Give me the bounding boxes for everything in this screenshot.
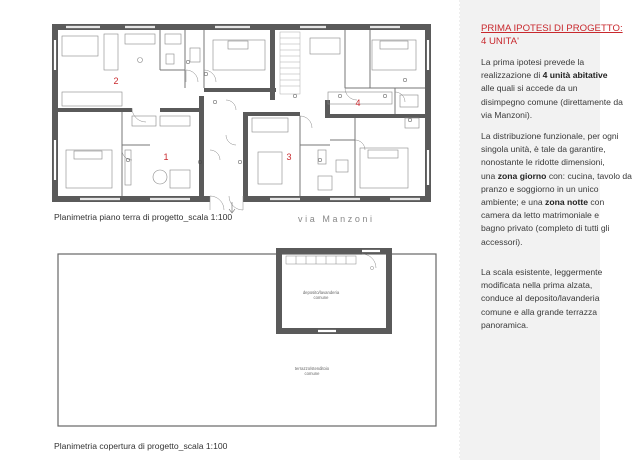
terrace-label-line2: comune — [304, 371, 320, 376]
text-run: accessori). — [481, 236, 523, 247]
sidebar-title — [481, 22, 621, 48]
paragraph-line — [481, 183, 631, 196]
text-run: nonostante le ridotte dimensioni, — [481, 157, 605, 168]
text-run: ambiente; e una — [481, 197, 546, 208]
paragraph-line — [481, 109, 631, 122]
text-run: una — [481, 170, 498, 181]
paragraph-line — [481, 306, 631, 319]
text-run: con: cucina, tavolo da — [546, 170, 632, 181]
unit-label-4: 4 — [355, 98, 361, 108]
paragraph-line — [481, 170, 631, 183]
text-run: singola unità, è tale da garantire, — [481, 144, 606, 155]
roof-caption: Planimetria copertura di progetto_scala 1:100 — [54, 441, 228, 451]
unit-label-2: 2 — [113, 76, 119, 86]
text-run: pranzo e soggiorno in un unico — [481, 183, 599, 194]
roof-staircase — [286, 254, 376, 270]
description-sidebar — [460, 0, 632, 460]
text-run: La prima ipotesi prevede la — [481, 57, 585, 67]
unit-label-1: 1 — [163, 152, 169, 162]
ground-floor-caption: Planimetria piano terra di progetto_scala 1:100 — [54, 212, 233, 222]
staircase — [280, 32, 300, 94]
roof-plan — [58, 248, 436, 426]
text-run: panoramica. — [481, 319, 529, 330]
text-run: bagno privato (completo di tutti gli — [481, 223, 610, 234]
text-run: La distribuzione funzionale, per ogni — [481, 131, 619, 141]
paragraph-line — [481, 56, 631, 69]
text-run: camera da letto matrimoniale e — [481, 210, 599, 221]
storage-room-label-line2: comune — [313, 295, 329, 300]
paragraph-layout — [481, 130, 631, 249]
paragraph-intro — [481, 56, 631, 122]
paragraph-line — [481, 222, 631, 235]
text-run: disimpegno comune (direttamente da — [481, 96, 623, 107]
text-run: realizzazione di — [481, 70, 543, 81]
text-run: via Manzoni). — [481, 109, 533, 120]
storage-room-label-line1: deposito/lavanderia — [302, 290, 340, 295]
paragraph-line — [481, 130, 631, 143]
paragraph-line — [481, 69, 631, 82]
bold-text: zona giorno — [497, 170, 547, 181]
sidebar-title-line2: 4 UNITA' — [481, 36, 519, 47]
paragraph-line — [481, 319, 631, 332]
paragraph-line — [481, 279, 631, 292]
terrace-label-line1: terrazzo/stenditoio — [294, 366, 330, 371]
text-run: alle quali si accede da un — [481, 83, 578, 94]
bold-text: zona notte — [545, 197, 588, 208]
paragraph-line — [481, 96, 631, 109]
paragraph-staircase — [481, 266, 631, 332]
paragraph-line — [481, 236, 631, 249]
paragraph-line — [481, 156, 631, 169]
paragraph-line — [481, 266, 631, 279]
text-run: modificata nella prima alzata, — [481, 280, 593, 291]
ground-floor-plan — [52, 24, 431, 213]
paragraph-line — [481, 143, 631, 156]
sidebar-title-line1: PRIMA IPOTESI DI PROGETTO: — [481, 23, 623, 34]
exterior-walls — [52, 24, 431, 202]
text-run: conduce al deposito/lavanderia — [481, 293, 600, 304]
bold-text: 4 unità abitative — [542, 70, 608, 81]
paragraph-line — [481, 209, 631, 222]
text-run: con — [588, 197, 605, 208]
terrace-outline — [58, 254, 436, 426]
street-label: via Manzoni — [298, 214, 375, 224]
text-run: comune e alla grande terrazza — [481, 306, 598, 317]
text-run: La scala esistente, leggermente — [481, 267, 603, 277]
unit-label-3: 3 — [286, 152, 292, 162]
paragraph-line — [481, 196, 631, 209]
paragraph-line — [481, 292, 631, 305]
paragraph-line — [481, 82, 631, 95]
